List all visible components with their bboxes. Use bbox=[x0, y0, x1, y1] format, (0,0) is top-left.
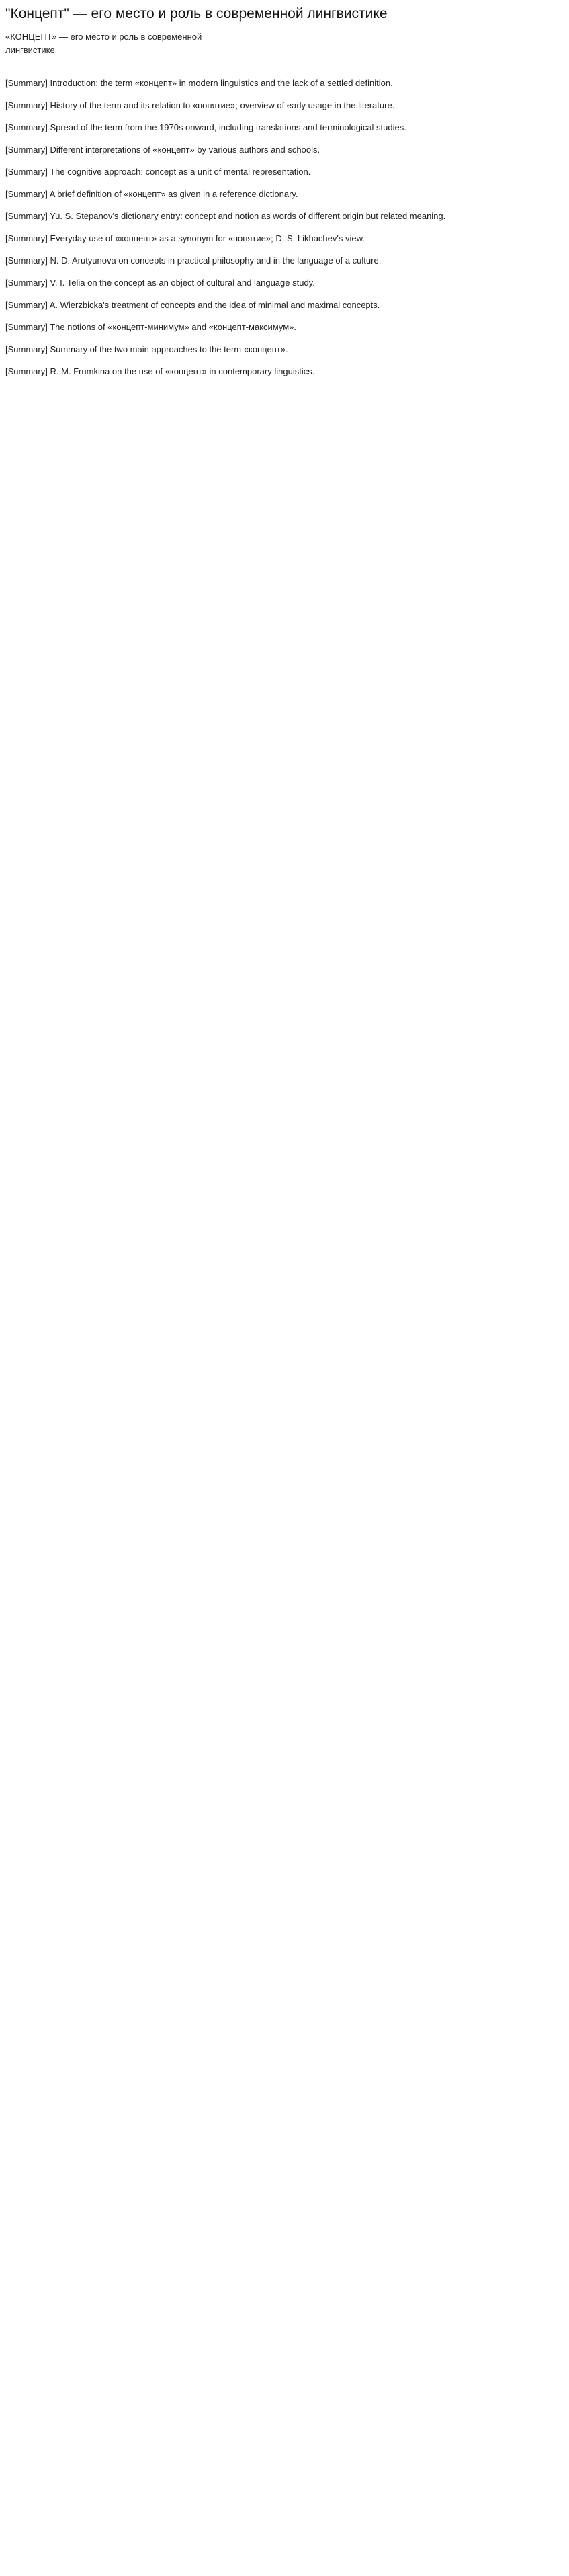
article-subtitle bbox=[5, 30, 564, 57]
subtitle-line-2: лингвистике bbox=[5, 45, 55, 56]
article-title: "Концепт" — его место и роль в современной лингвистике bbox=[5, 6, 388, 22]
article-paragraph: [Summary] R. M. Frumkina on the use of «концепт» in contemporary linguistics. bbox=[5, 366, 315, 377]
article-paragraph: [Summary] History of the term and its relation to «понятие»; overview of early usage in the literature. bbox=[5, 100, 395, 111]
article-body bbox=[5, 77, 564, 378]
article-paragraph: [Summary] Yu. S. Stepanov's dictionary entry: concept and notion as words of different origin but related meaning. bbox=[5, 211, 446, 222]
article-paragraph: [Summary] The notions of «концепт-минимум» and «концепт-максимум». bbox=[5, 322, 297, 333]
article-paragraph: [Summary] Summary of the two main approaches to the term «концепт». bbox=[5, 344, 288, 355]
article-paragraph: [Summary] The cognitive approach: concept as a unit of mental representation. bbox=[5, 167, 311, 177]
article-paragraph: [Summary] V. I. Telia on the concept as an object of cultural and language study. bbox=[5, 278, 315, 288]
article-page bbox=[0, 0, 569, 401]
article-paragraph: [Summary] Introduction: the term «концепт» in modern linguistics and the lack of a settled definition. bbox=[5, 78, 393, 89]
article-paragraph: [Summary] N. D. Arutyunova on concepts in practical philosophy and in the language of a culture. bbox=[5, 255, 382, 266]
article-paragraph: [Summary] A. Wierzbicka's treatment of concepts and the idea of minimal and maximal concepts. bbox=[5, 300, 380, 311]
subtitle-line-1: «КОНЦЕПТ» — его место и роль в современной bbox=[5, 32, 202, 42]
article-paragraph: [Summary] Spread of the term from the 1970s onward, including translations and terminological studies. bbox=[5, 122, 406, 133]
article-paragraph: [Summary] Everyday use of «концепт» as a synonym for «понятие»; D. S. Likhachev's view. bbox=[5, 233, 365, 244]
article-paragraph: [Summary] A brief definition of «концепт» as given in a reference dictionary. bbox=[5, 189, 298, 200]
article-paragraph: [Summary] Different interpretations of «концепт» by various authors and schools. bbox=[5, 145, 320, 155]
